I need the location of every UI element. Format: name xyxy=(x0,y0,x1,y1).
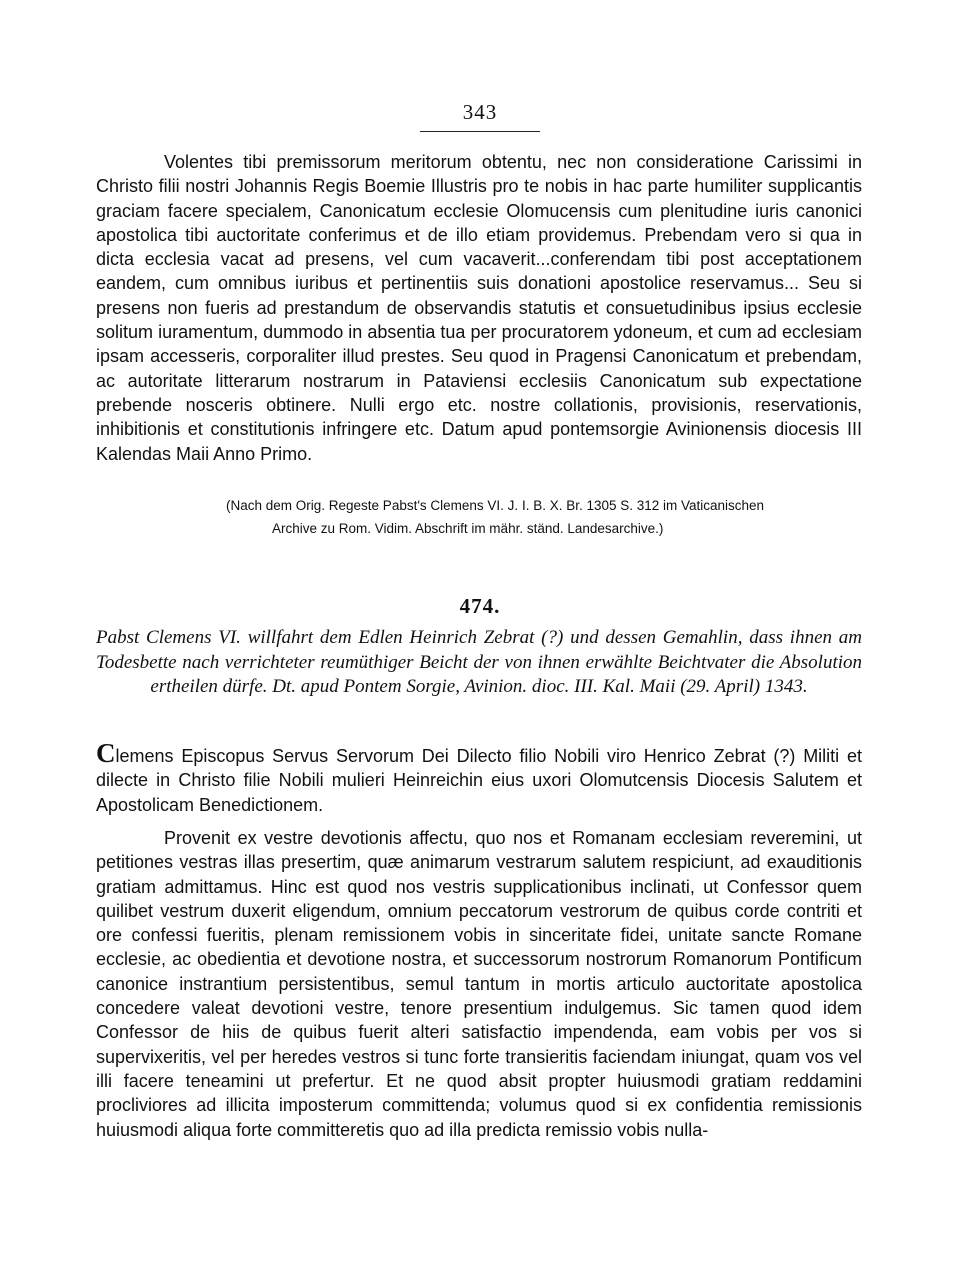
paragraph-3-text: lemens Episcopus Servus Servorum Dei Dilecto filio Nobili viro Henrico Zebrat (?) Militi et dilecte in Christo filie Nobili mulieri Heinreichin eius uxori Olomutcensis Diocesis Salutem et Apostolicam Benedictionem. xyxy=(96,746,862,815)
paragraph-1: Volentes tibi premissorum meritorum obtentu, nec non consideratione Carissimi in Christo filii nostri Johannis Regis Boemie Illustris pro te nobis in hac parte humiliter supplicantis graciam facere specialem, Canonicatum ecclesie Olomucensis cum plenitudine iuris canonici apostolica tibi auctoritate conferimus et de illo etiam providemus. Prebendam vero si qua in dicta ecclesia vacat ad presens, vel cum vacaverit...conferendam tibi post acceptationem eandem, cum omnibus iuribus et pertinentiis suis donationi apostolice reservamus... Seu si presens non fueris ad prestandum de observandis statutis et consuetudinibus ipsius ecclesie solitum iuramentum, dummodo in absentia tua per procuratorem ydoneum, et cum ad ecclesiam ipsam accesseris, corporaliter illud prestes. Seu quod in Pragensi Canonicatum et prebendam, ac autoritate litterarum nostrarum in Pataviensi ecclesiis Canonicatum sub expectatione prebende nosceris obtinere. Nulli ergo etc. nostre collationis, provisionis, reservationis, inhibitionis et constitutionis infringere etc. Datum apud pontemsorgie Avinionensis diocesis III Kalendas Maii Anno Primo. xyxy=(96,152,862,464)
source-note-line-1: (Nach dem Orig. Regeste Pabst's Clemens VI. J. I. B. X. Br. 1305 S. 312 im Vaticanischen xyxy=(226,498,765,513)
drop-initial: C xyxy=(96,738,116,768)
paragraph-3 xyxy=(96,738,862,817)
source-note xyxy=(226,494,866,540)
paragraph-4: Provenit ex vestre devotionis affectu, quo nos et Romanam ecclesiam reveremini, ut petitiones vestras illas presertim, quæ animarum vestrarum salutem respiciunt, ad exauditionis gratiam admittamus. Hinc est quod nos vestris supplicationibus inclinati, ut Confessor quem quilibet vestrum duxerit eligendum, omnium peccatorum vestrorum de quibus corde contriti et ore confessi fueritis, plenam remissionem vobis in sinceritate fidei, unitate sancte Romane ecclesie, ac obedientia et devotione nostra, et successorum nostrorum Romanorum Pontificum canonice instrantium persistentibus, semul tantum in mortis articulo auctoritate apostolica concedere valeat devotioni vestre, tenore presentium indulgemus. Sic tamen quod idem Confessor de hiis de quibus fuerit alteri satisfactio impendenda, eam vobis per vos si supervixeritis, vel per heredes vestros si tunc forte transieritis faciendam iniungat, quam vos vel illi facere teneamini ut prefertur. Et ne quod absit propter huiusmodi gratiam reddamini procliviores ad illicita imposterum committenda; volumus quod si ex confidentia remissionis huiusmodi aliqua forte committeretis quo ad illa predicta remissio vobis nulla- xyxy=(96,828,862,1140)
header-rule xyxy=(420,131,540,132)
page-number: 343 xyxy=(462,100,498,124)
source-note-line-2: Archive zu Rom. Vidim. Abschrift im mähr. ständ. Landesarchive.) xyxy=(272,521,664,536)
document-number: 474. xyxy=(459,594,501,618)
document-summary: Pabst Clemens VI. willfahrt dem Edlen Heinrich Zebrat (?) und dessen Gemahlin, dass ihnen am Todesbette nach verrichteter reumüthiger Beicht der von ihnen erwählte Beichtvater die Absolution ertheilen dürfe. Dt. apud Pontem Sorgie, Avinion. dioc. III. Kal. Maii (29. April) 1343. xyxy=(96,627,862,697)
